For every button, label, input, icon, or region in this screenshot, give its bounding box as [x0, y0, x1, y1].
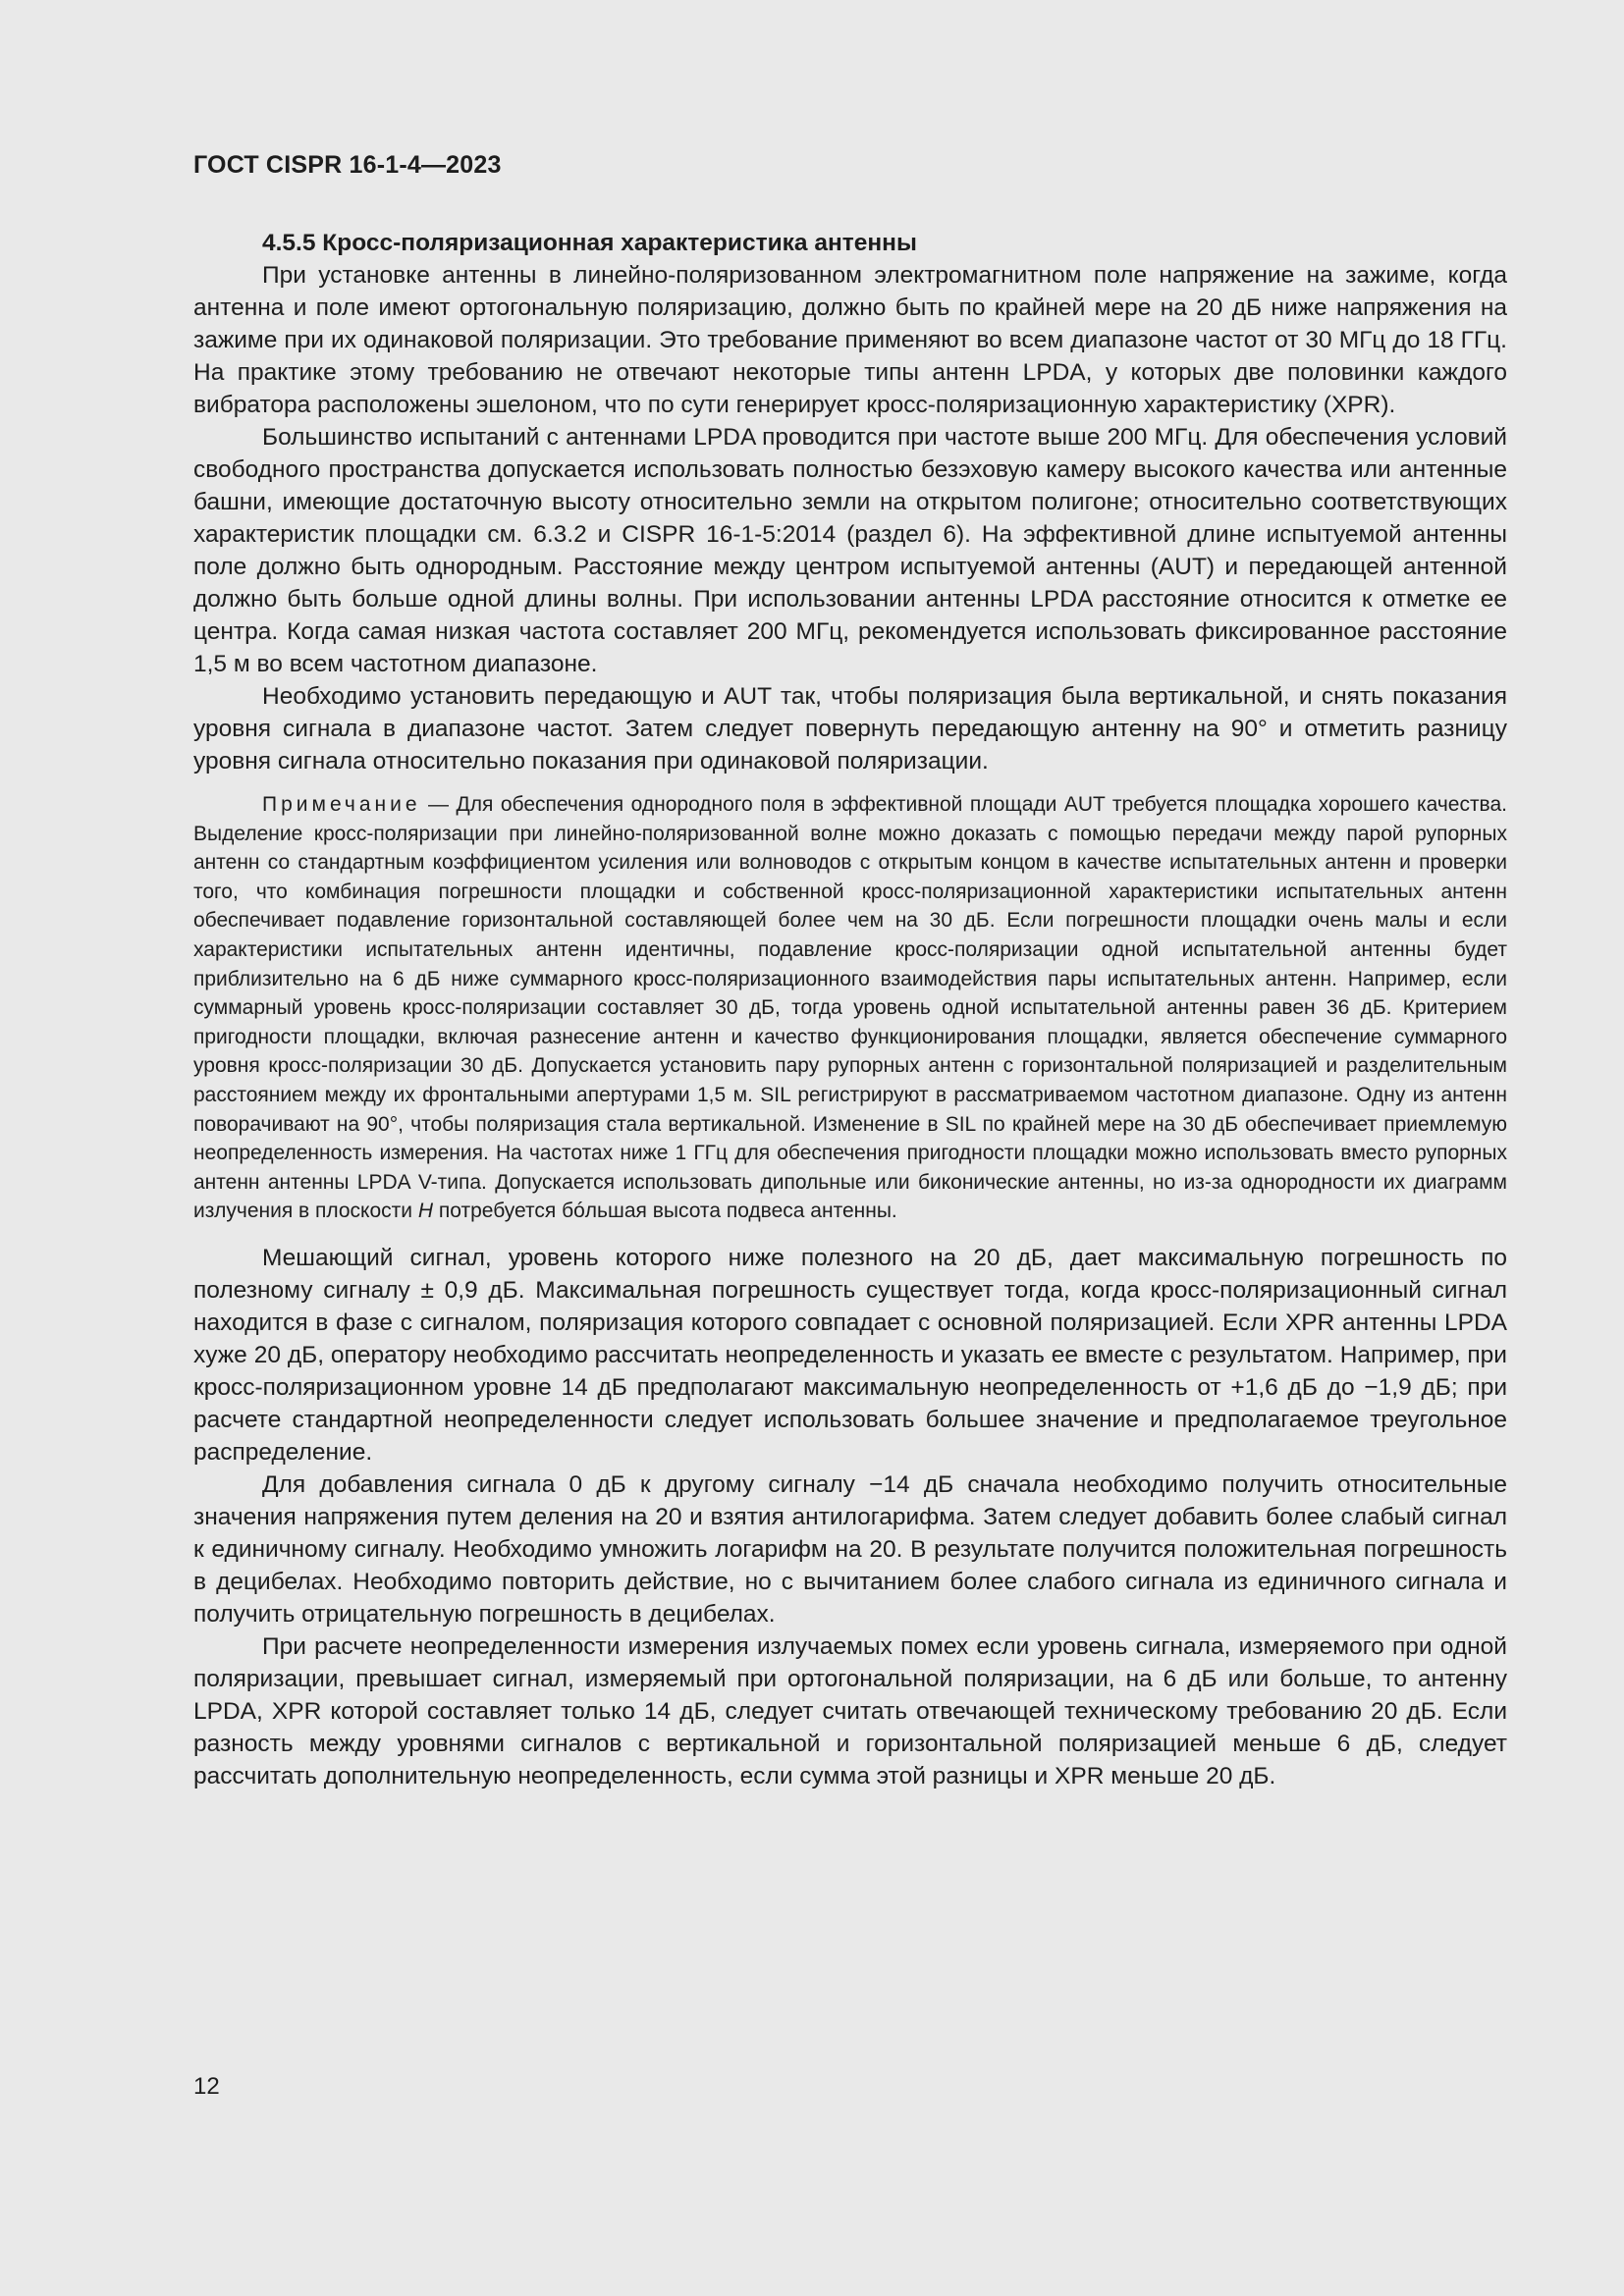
paragraph: При расчете неопределенности измерения излучаемых помех если уровень сигнала, измеряемого при одной поляризации, превышает сигнал, измеряемый при ортогональной поляризации, на 6 дБ или больше, то антенну LPDA, XPR которой составляет только 14 дБ, следует считать отвечающей техническому требованию 20 дБ. Если разность между уровнями сигналов с вертикальной и горизонтальной поляризацией меньше 6 дБ, следует рассчитать дополнительную неопределенность, если сумма этой разницы и XPR меньше 20 дБ. — [193, 1632, 1507, 1789]
section-4-5-5 — [193, 227, 1507, 1792]
paragraph: При установке антенны в линейно-поляризованном электромагнитном поле напряжение на зажиме, когда антенна и поле имеют ортогональную поляризацию, должно быть по крайней мере на 20 дБ ниже напряжения на зажиме при их одинаковой поляризации. Это требование применяют во всем диапазоне частот от 30 МГц до 18 ГГц. На практике этому требованию не отвечают некоторые типы антенн LPDA, у которых две половинки каждого вибратора расположены эшелоном, что по сути генерирует кросс-поляризационную характеристику (XPR). — [193, 262, 1507, 418]
paragraph: Для добавления сигнала 0 дБ к другому сигналу −14 дБ сначала необходимо получить относительные значения напряжения путем деления на 20 и взятия антилогарифма. Затем следует добавить более слабый сигнал к единичному сигналу. Необходимо умножить логарифм на 20. В результате получится положительная погрешность в децибелах. Необходимо повторить действие, но с вычитанием более слабого сигнала из единичного сигнала и получить отрицательную погрешность в децибелах. — [193, 1470, 1507, 1628]
note-italic: H — [417, 1200, 434, 1223]
page-number: 12 — [193, 2073, 220, 2100]
paragraph: Мешающий сигнал, уровень которого ниже полезного на 20 дБ, дает максимальную погрешность по полезному сигналу ± 0,9 дБ. Максимальная погрешность существует тогда, когда кросс-поляризационный сигнал находится в фазе с сигналом, поляризация которого совпадает с основной поляризацией. Если XPR антенны LPDA хуже 20 дБ, оператору необходимо рассчитать неопределенность и указать ее вместе с результатом. Например, при кросс-поляризационном уровне 14 дБ предполагают максимальную неопределенность от +1,6 дБ до −1,9 дБ; при расчете стандартной неопределенности следует использовать большее значение и предполагаемое треугольное распределение. — [193, 1244, 1507, 1466]
paragraph: Большинство испытаний с антеннами LPDA проводится при частоте выше 200 МГц. Для обеспечения условий свободного пространства допускается использовать полностью безэховую камеру высокого качества или антенные башни, имеющие достаточную высоту относительно земли на открытом полигоне; относительно соответствующих характеристик площадки см. 6.3.2 и CISPR 16-1-5:2014 (раздел 6). На эффективной длине испытуемой антенны поле должно быть однородным. Расстояние между центром испытуемой антенны (AUT) и передающей антенной должно быть больше одной длины волны. При использовании антенны LPDA расстояние относится к отметке ее центра. Когда самая низкая частота составляет 200 МГц, рекомендуется использовать фиксированное расстояние 1,5 м во всем частотном диапазоне. — [193, 424, 1507, 677]
document-header: ГОСТ CISPR 16-1-4—2023 — [193, 151, 502, 179]
note-label: Примечание — [262, 793, 421, 816]
section-title: 4.5.5 Кросс-поляризационная характеристика антенны — [262, 230, 917, 256]
note — [193, 790, 1507, 1226]
paragraph: Необходимо установить передающую и AUT так, чтобы поляризация была вертикальной, и снять показания уровня сигнала в диапазоне частот. Затем следует повернуть передающую антенну на 90° и отметить разницу уровня сигнала относительно показания при одинаковой поляризации. — [193, 683, 1507, 774]
note-text: — Для обеспечения однородного поля в эффективной площади AUT требуется площадка хорошего качества. Выделение кросс-поляризации при линейно-поляризованной волне можно доказать с помощью передачи между парой рупорных антенн со стандартным коэффициентом усиления или волноводов с открытым концом в качестве испытательных антенн и проверки того, что комбинация погрешности площадки и собственной кросс-поляризационной характеристики испытательных антенн обеспечивает подавление горизонтальной составляющей более чем на 30 дБ. Если погрешности площадки очень малы и если характеристики испытательных антенн идентичны, подавление кросс-поляризации одной испытательной антенны будет приблизительно на 6 дБ ниже суммарного кросс-поляризационного взаимодействия пары испытательных антенн. Например, если суммарный уровень кросс-поляризации составляет 30 дБ, тогда уровень одной испытательной антенны равен 36 дБ. Критерием пригодности площадки, включая разнесение антенн и качество функционирования площадки, является обеспечение суммарного уровня кросс-поляризации 30 дБ. Допускается установить пару рупорных антенн с горизонтальной поляризацией и разделительным расстоянием между их фронтальными апертурами 1,5 м. SIL регистрируют в рассматриваемом частотном диапазоне. Одну из антенн поворачивают на 90°, чтобы поляризация стала вертикальной. Изменение в SIL по крайней мере на 30 дБ обеспечивает приемлемую неопределенность измерения. На частотах ниже 1 ГГц для обеспечения пригодности площадки можно использовать вместо рупорных антенн антенны LPDA V-типа. Допускается использовать дипольные или биконические антенны, но из-за однородности их диаграмм излучения в плоскости — [193, 793, 1507, 1223]
note-text-end: потребуется бóльшая высота подвеса антенны. — [433, 1200, 897, 1223]
